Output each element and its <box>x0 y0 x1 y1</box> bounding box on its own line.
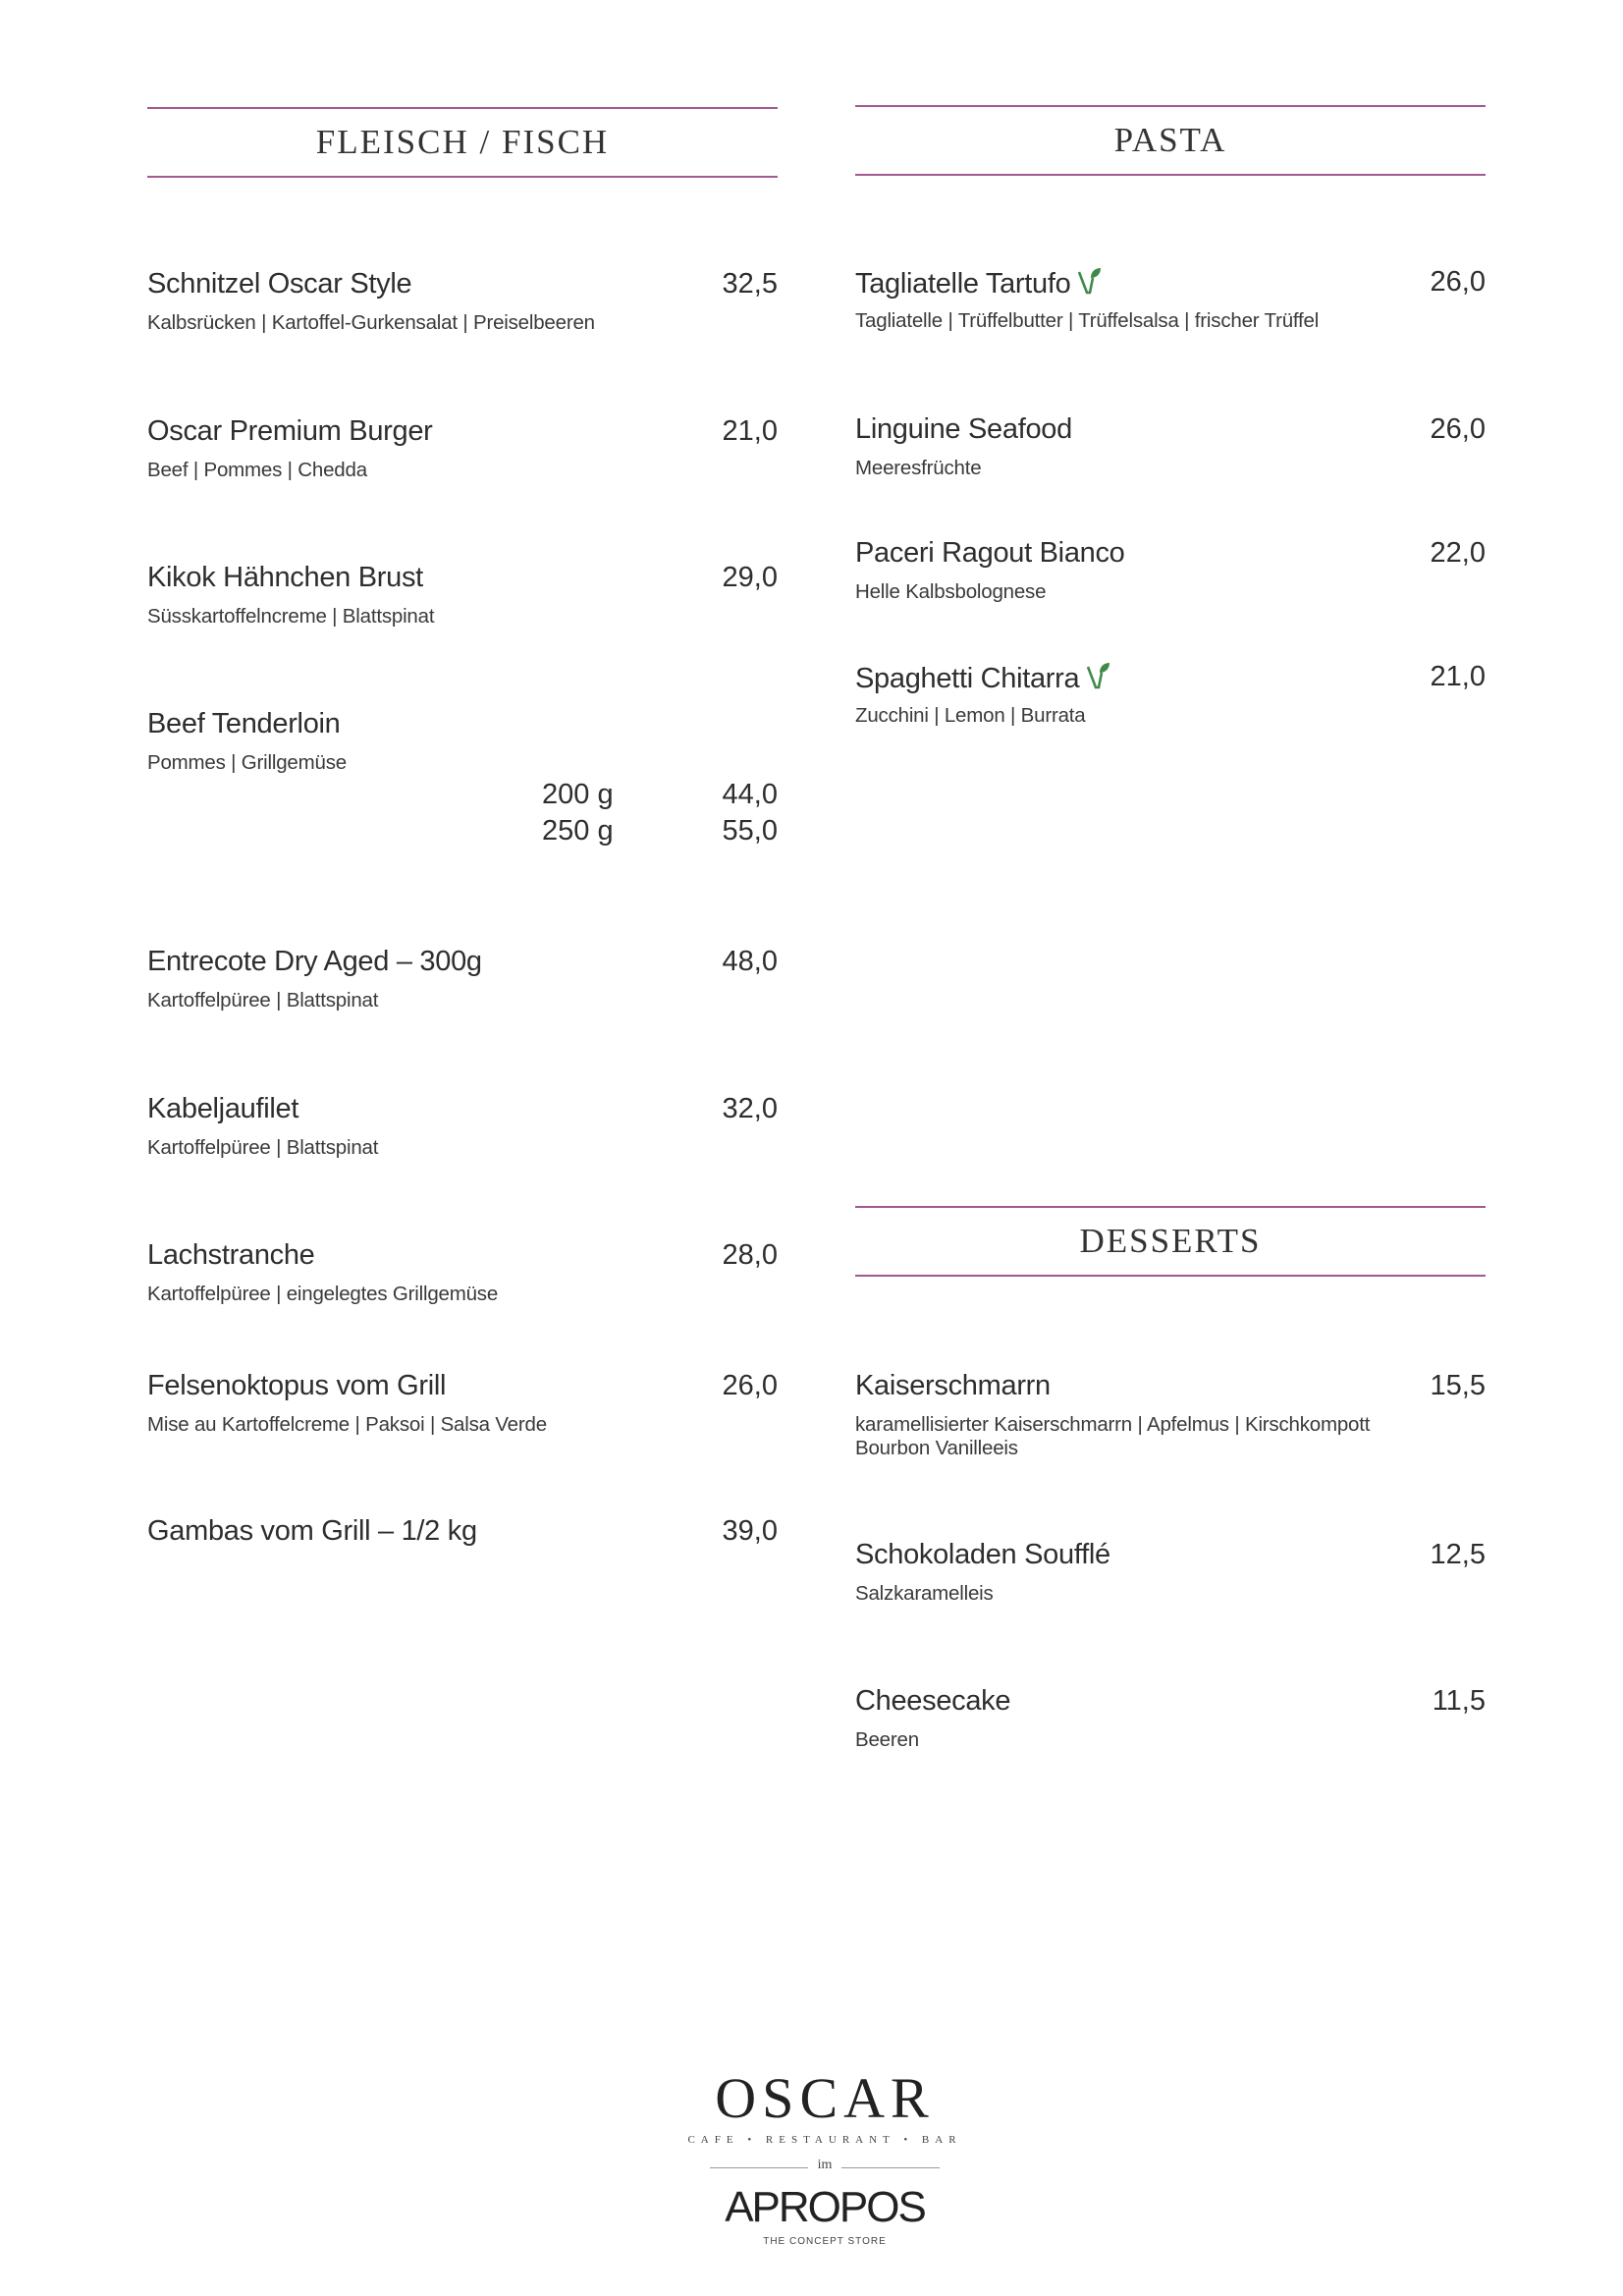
item-price: 29,0 <box>722 562 778 593</box>
item-description: Salzkaramelleis <box>855 1582 994 1605</box>
section-header-desserts <box>855 1206 1486 1277</box>
item-description: Helle Kalbsbolognese <box>855 580 1047 603</box>
item-description: Kartoffelpüree | Blattspinat <box>147 989 379 1011</box>
menu-item <box>855 413 1486 492</box>
logo-tagline: CAFE • RESTAURANT • BAR <box>687 2134 962 2146</box>
variant-size: 200 g <box>542 779 614 810</box>
item-price: 11,5 <box>1432 1685 1486 1717</box>
item-description-line2: Bourbon Vanilleeis <box>855 1437 1018 1459</box>
restaurant-logo <box>677 2048 972 2273</box>
item-name: Schokoladen Soufflé <box>855 1539 1110 1570</box>
logo-connector-row <box>707 2158 943 2177</box>
section-title: PASTA <box>1113 121 1227 159</box>
item-description: Süsskartoffelncreme | Blattspinat <box>147 605 435 628</box>
menu-item <box>147 1370 778 1449</box>
item-name: Gambas vom Grill – 1/2 kg <box>147 1515 477 1547</box>
item-price: 26,0 <box>1430 266 1486 298</box>
item-name: Schnitzel Oscar Style <box>147 268 412 300</box>
item-description: Meeresfrüchte <box>855 457 982 479</box>
variant-price: 55,0 <box>722 815 778 847</box>
item-price: 48,0 <box>722 946 778 977</box>
item-name: Paceri Ragout Bianco <box>855 537 1125 569</box>
menu-item <box>855 1370 1486 1478</box>
item-price: 32,0 <box>722 1093 778 1124</box>
logo-name: OSCAR <box>715 2066 935 2130</box>
item-name: Felsenoktopus vom Grill <box>147 1370 447 1401</box>
menu-item <box>147 946 778 1024</box>
item-description: Kartoffelpüree | Blattspinat <box>147 1136 379 1159</box>
item-name: Cheesecake <box>855 1685 1011 1717</box>
item-price: 21,0 <box>1430 661 1486 692</box>
item-name: Linguine Seafood <box>855 413 1072 445</box>
item-name: Kaiserschmarrn <box>855 1370 1051 1401</box>
section-header-pasta <box>855 105 1486 176</box>
item-price: 12,5 <box>1430 1539 1486 1570</box>
logo-store-tagline: THE CONCEPT STORE <box>763 2236 887 2247</box>
menu-item <box>855 266 1486 345</box>
menu-item <box>147 562 778 640</box>
item-price: 22,0 <box>1430 537 1486 569</box>
vegetarian-leaf-icon <box>1085 661 1110 690</box>
item-name: Kabeljaufilet <box>147 1093 299 1124</box>
item-description: Kalbsrücken | Kartoffel-Gurkensalat | Preiselbeeren <box>147 311 595 334</box>
vegetarian-leaf-icon <box>1076 266 1102 296</box>
item-price: 26,0 <box>722 1370 778 1401</box>
menu-item <box>147 1515 778 1555</box>
item-name: Oscar Premium Burger <box>147 415 433 447</box>
menu-item <box>855 537 1486 616</box>
menu-item <box>147 1093 778 1172</box>
item-description: Beef | Pommes | Chedda <box>147 459 367 481</box>
section-title: DESSERTS <box>1079 1222 1262 1260</box>
item-description: Beeren <box>855 1728 919 1751</box>
item-price: 15,5 <box>1430 1370 1486 1401</box>
item-name: Entrecote Dry Aged – 300g <box>147 946 482 977</box>
item-description: Zucchini | Lemon | Burrata <box>855 704 1086 727</box>
item-name: Kikok Hähnchen Brust <box>147 562 423 593</box>
item-price: 26,0 <box>1430 413 1486 445</box>
variant-size: 250 g <box>542 815 614 847</box>
item-price: 32,5 <box>722 268 778 300</box>
item-name <box>855 266 1102 301</box>
item-name: Lachstranche <box>147 1239 315 1271</box>
section-title: FLEISCH / FISCH <box>315 123 610 161</box>
item-name <box>855 661 1110 695</box>
item-name-text: Spaghetti Chitarra <box>855 663 1080 694</box>
item-name: Beef Tenderloin <box>147 708 341 739</box>
menu-item <box>855 1539 1486 1617</box>
menu-item <box>147 1239 778 1318</box>
section-header-fleisch-fisch <box>147 107 778 178</box>
logo-connector: im <box>817 2158 833 2172</box>
menu-item-beef-tenderloin <box>147 708 778 855</box>
logo-store-name: APROPOS <box>725 2183 925 2231</box>
item-price: 39,0 <box>722 1515 778 1547</box>
menu-item <box>147 268 778 347</box>
item-name-text: Tagliatelle Tartufo <box>855 268 1071 300</box>
item-price: 28,0 <box>722 1239 778 1271</box>
item-price: 21,0 <box>722 415 778 447</box>
item-description: karamellisierter Kaiserschmarrn | Apfelmus | Kirschkompott <box>855 1413 1371 1436</box>
menu-item <box>855 1685 1486 1764</box>
divider <box>841 2167 940 2168</box>
variant-price: 44,0 <box>722 779 778 810</box>
item-description: Mise au Kartoffelcreme | Paksoi | Salsa Verde <box>147 1413 547 1436</box>
item-description: Pommes | Grillgemüse <box>147 751 347 774</box>
item-description: Tagliatelle | Trüffelbutter | Trüffelsalsa | frischer Trüffel <box>855 309 1320 332</box>
item-description: Kartoffelpüree | eingelegtes Grillgemüse <box>147 1283 499 1305</box>
menu-item <box>855 661 1486 739</box>
menu-item <box>147 415 778 494</box>
